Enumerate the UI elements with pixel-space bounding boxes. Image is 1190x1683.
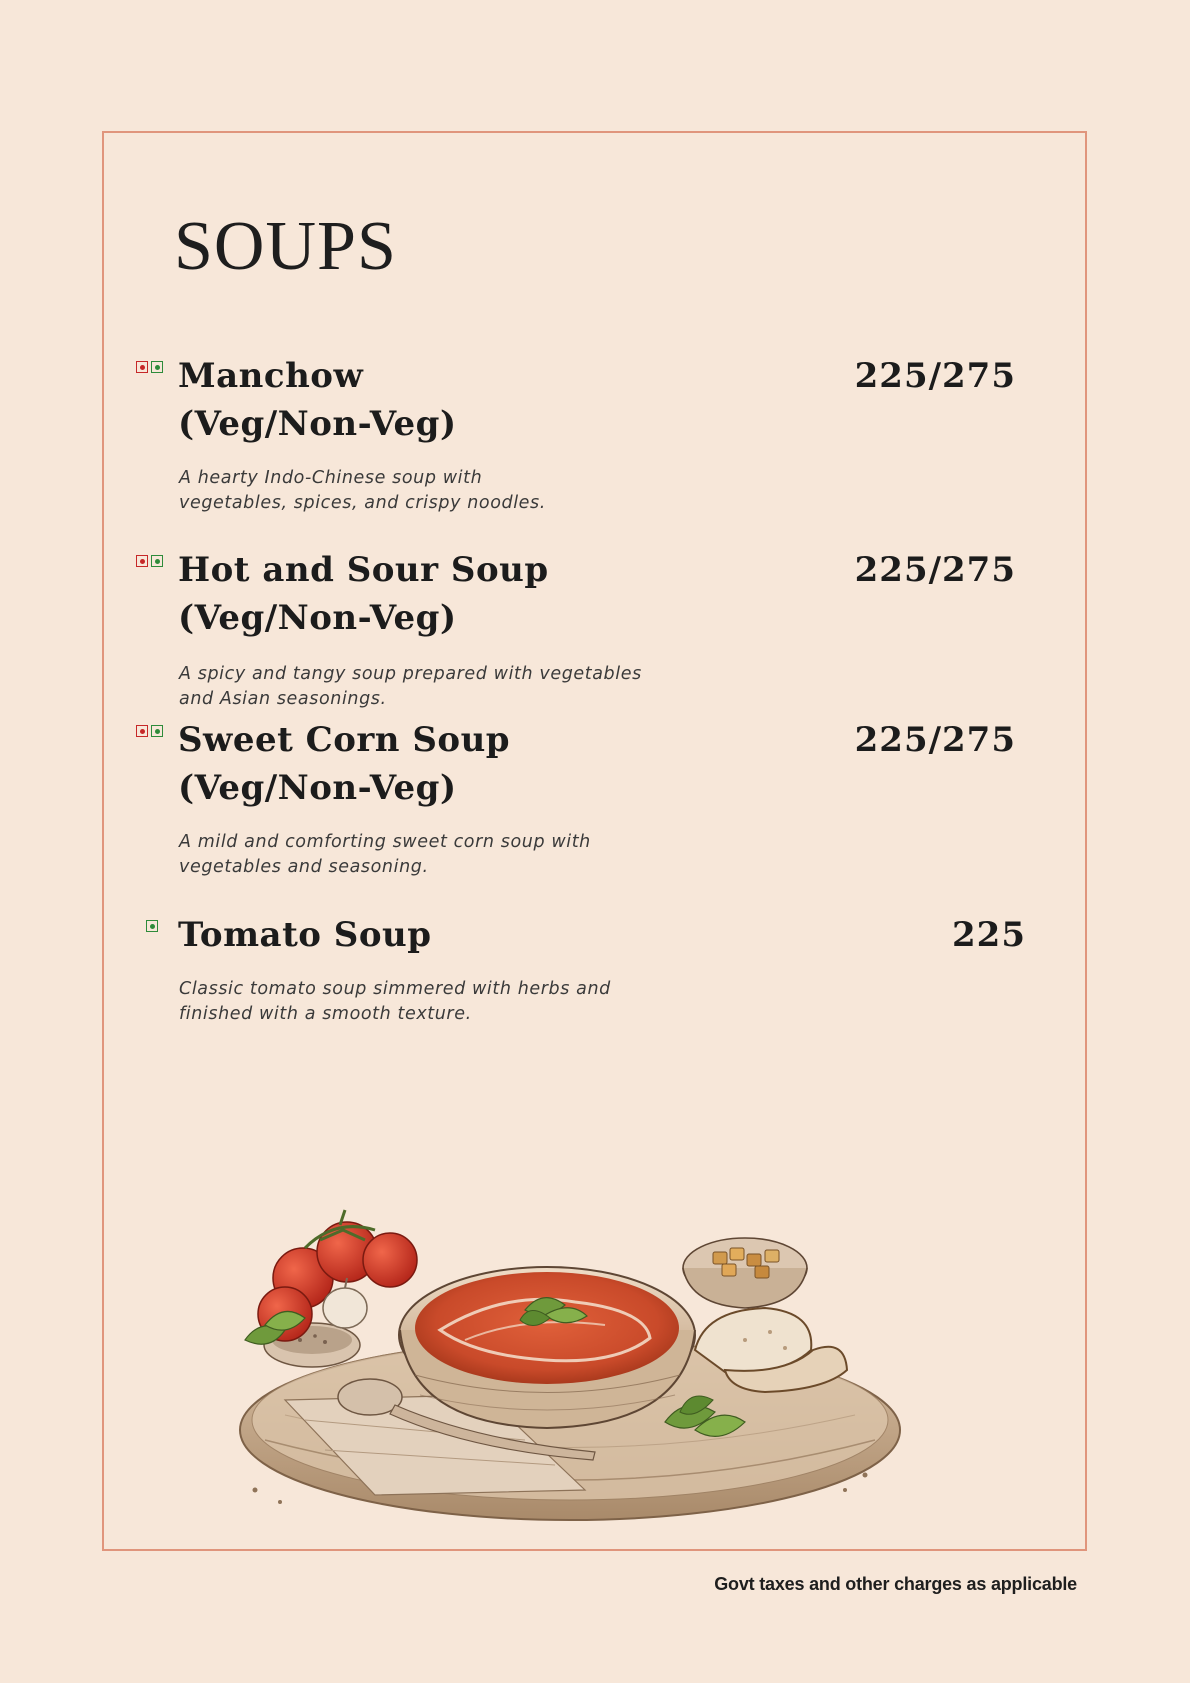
tax-note: Govt taxes and other charges as applicable xyxy=(714,1574,1077,1594)
nonveg-icon xyxy=(136,555,148,567)
menu-item-hot-and-sour-soup xyxy=(136,546,1016,716)
item-name: Hot and Sour Soup (Veg/Non-Veg) xyxy=(178,550,549,638)
item-price: 225/275 xyxy=(854,550,1016,590)
item-name: Tomato Soup xyxy=(178,915,432,955)
item-price: 225 xyxy=(952,915,1026,955)
veg-icon xyxy=(151,725,163,737)
soup-platter-illustration xyxy=(225,1190,915,1530)
nonveg-icon xyxy=(136,361,148,373)
diet-indicator xyxy=(136,555,163,567)
diet-indicator xyxy=(136,361,163,373)
item-description: A spicy and tangy soup prepared with vegetables and Asian seasonings. xyxy=(179,664,642,709)
menu-item-sweet-corn-soup xyxy=(136,716,1016,886)
garlic xyxy=(323,1288,367,1328)
menu-item-manchow xyxy=(136,352,1016,522)
item-price: 225/275 xyxy=(854,356,1016,396)
diet-indicator xyxy=(146,920,158,932)
veg-icon xyxy=(151,361,163,373)
item-name: Sweet Corn Soup (Veg/Non-Veg) xyxy=(178,720,511,808)
nonveg-icon xyxy=(136,725,148,737)
item-name: Manchow (Veg/Non-Veg) xyxy=(178,356,457,444)
item-description: A mild and comforting sweet corn soup with vegetables and seasoning. xyxy=(179,832,591,877)
tomato-soup xyxy=(415,1272,679,1384)
diet-indicator xyxy=(136,725,163,737)
item-price: 225/275 xyxy=(854,720,1016,760)
item-description: A hearty Indo-Chinese soup with vegetables, spices, and crispy noodles. xyxy=(179,468,546,513)
veg-icon xyxy=(151,555,163,567)
item-description: Classic tomato soup simmered with herbs and finished with a smooth texture. xyxy=(179,979,611,1024)
menu-item-tomato-soup xyxy=(136,911,1026,1031)
veg-icon xyxy=(146,920,158,932)
page-title: SOUPS xyxy=(174,208,397,285)
